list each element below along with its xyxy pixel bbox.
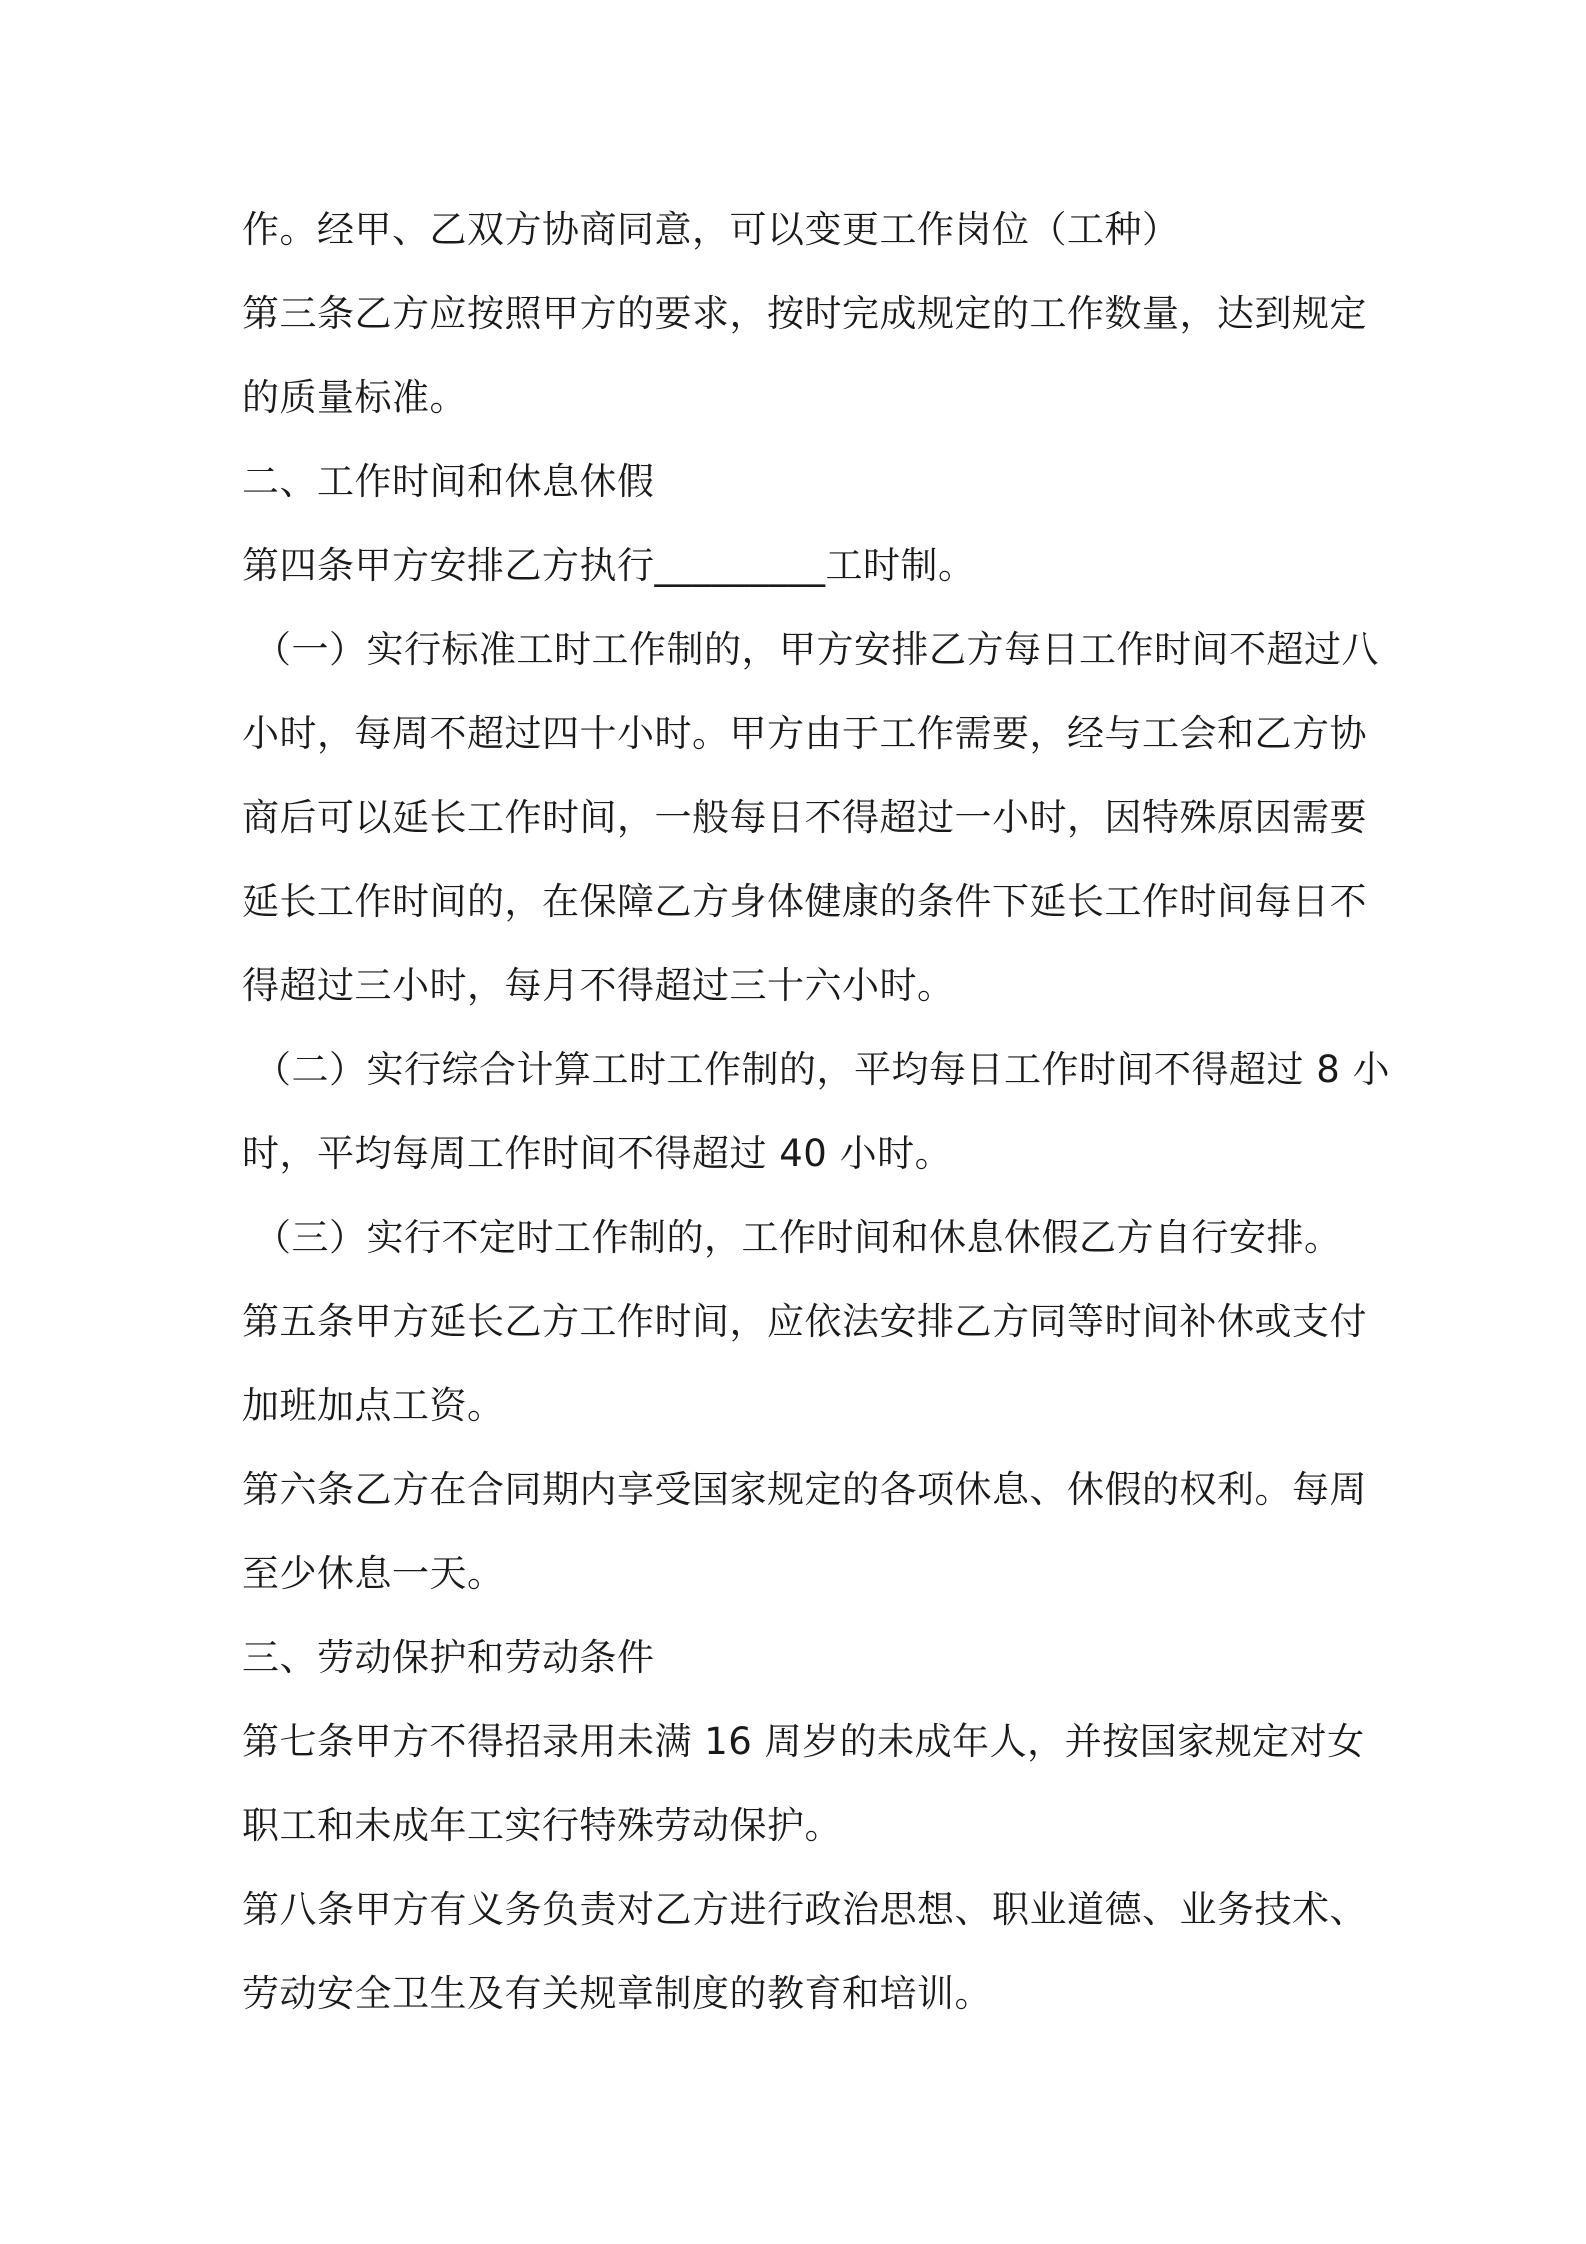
text-line: 第三条乙方应按照甲方的要求，按时完成规定的工作数量，达到规定 [242,292,1367,335]
document-body [242,188,1391,2036]
text-line: 第八条甲方有义务负责对乙方进行政治思想、职业道德、业务技术、 [242,1888,1367,1931]
text-line: 第六条乙方在合同期内享受国家规定的各项休息、休假的权利。每周 [242,1468,1367,1511]
text-line: 加班加点工资。 [242,1384,505,1427]
text-line: 劳动安全卫生及有关规章制度的教育和培训。 [242,1972,992,2015]
text-line: 第四条甲方安排乙方执行_________工时制。 [242,544,976,587]
text-line: 职工和未成年工实行特殊劳动保护。 [242,1804,842,1847]
text-line: 至少休息一天。 [242,1552,505,1595]
text-line: 第七条甲方不得招录用未满 16 周岁的未成年人，并按国家规定对女 [242,1720,1365,1763]
text-line: 时，平均每周工作时间不得超过 40 小时。 [242,1132,953,1175]
text-line: 延长工作时间的，在保障乙方身体健康的条件下延长工作时间每日不 [242,880,1367,923]
section-heading: 三、劳动保护和劳动条件 [242,1636,655,1679]
section-heading: 二、工作时间和休息休假 [242,460,655,503]
text-line: 小时，每周不超过四十小时。甲方由于工作需要，经与工会和乙方协 [242,712,1367,755]
text-line: 商后可以延长工作时间，一般每日不得超过一小时，因特殊原因需要 [242,796,1367,839]
text-line: 得超过三小时，每月不得超过三十六小时。 [242,964,955,1007]
text-line: 的质量标准。 [242,376,467,419]
text-line: 第五条甲方延长乙方工作时间，应依法安排乙方同等时间补休或支付 [242,1300,1367,1343]
text-line: （三）实行不定时工作制的，工作时间和休息休假乙方自行安排。 [254,1216,1342,1259]
text-line: 作。经甲、乙双方协商同意，可以变更工作岗位（工种） [242,208,1180,251]
text-line: （一）实行标准工时工作制的，甲方安排乙方每日工作时间不超过八 [254,628,1379,671]
text-line: （二）实行综合计算工时工作制的，平均每日工作时间不得超过 8 小 [254,1048,1391,1091]
